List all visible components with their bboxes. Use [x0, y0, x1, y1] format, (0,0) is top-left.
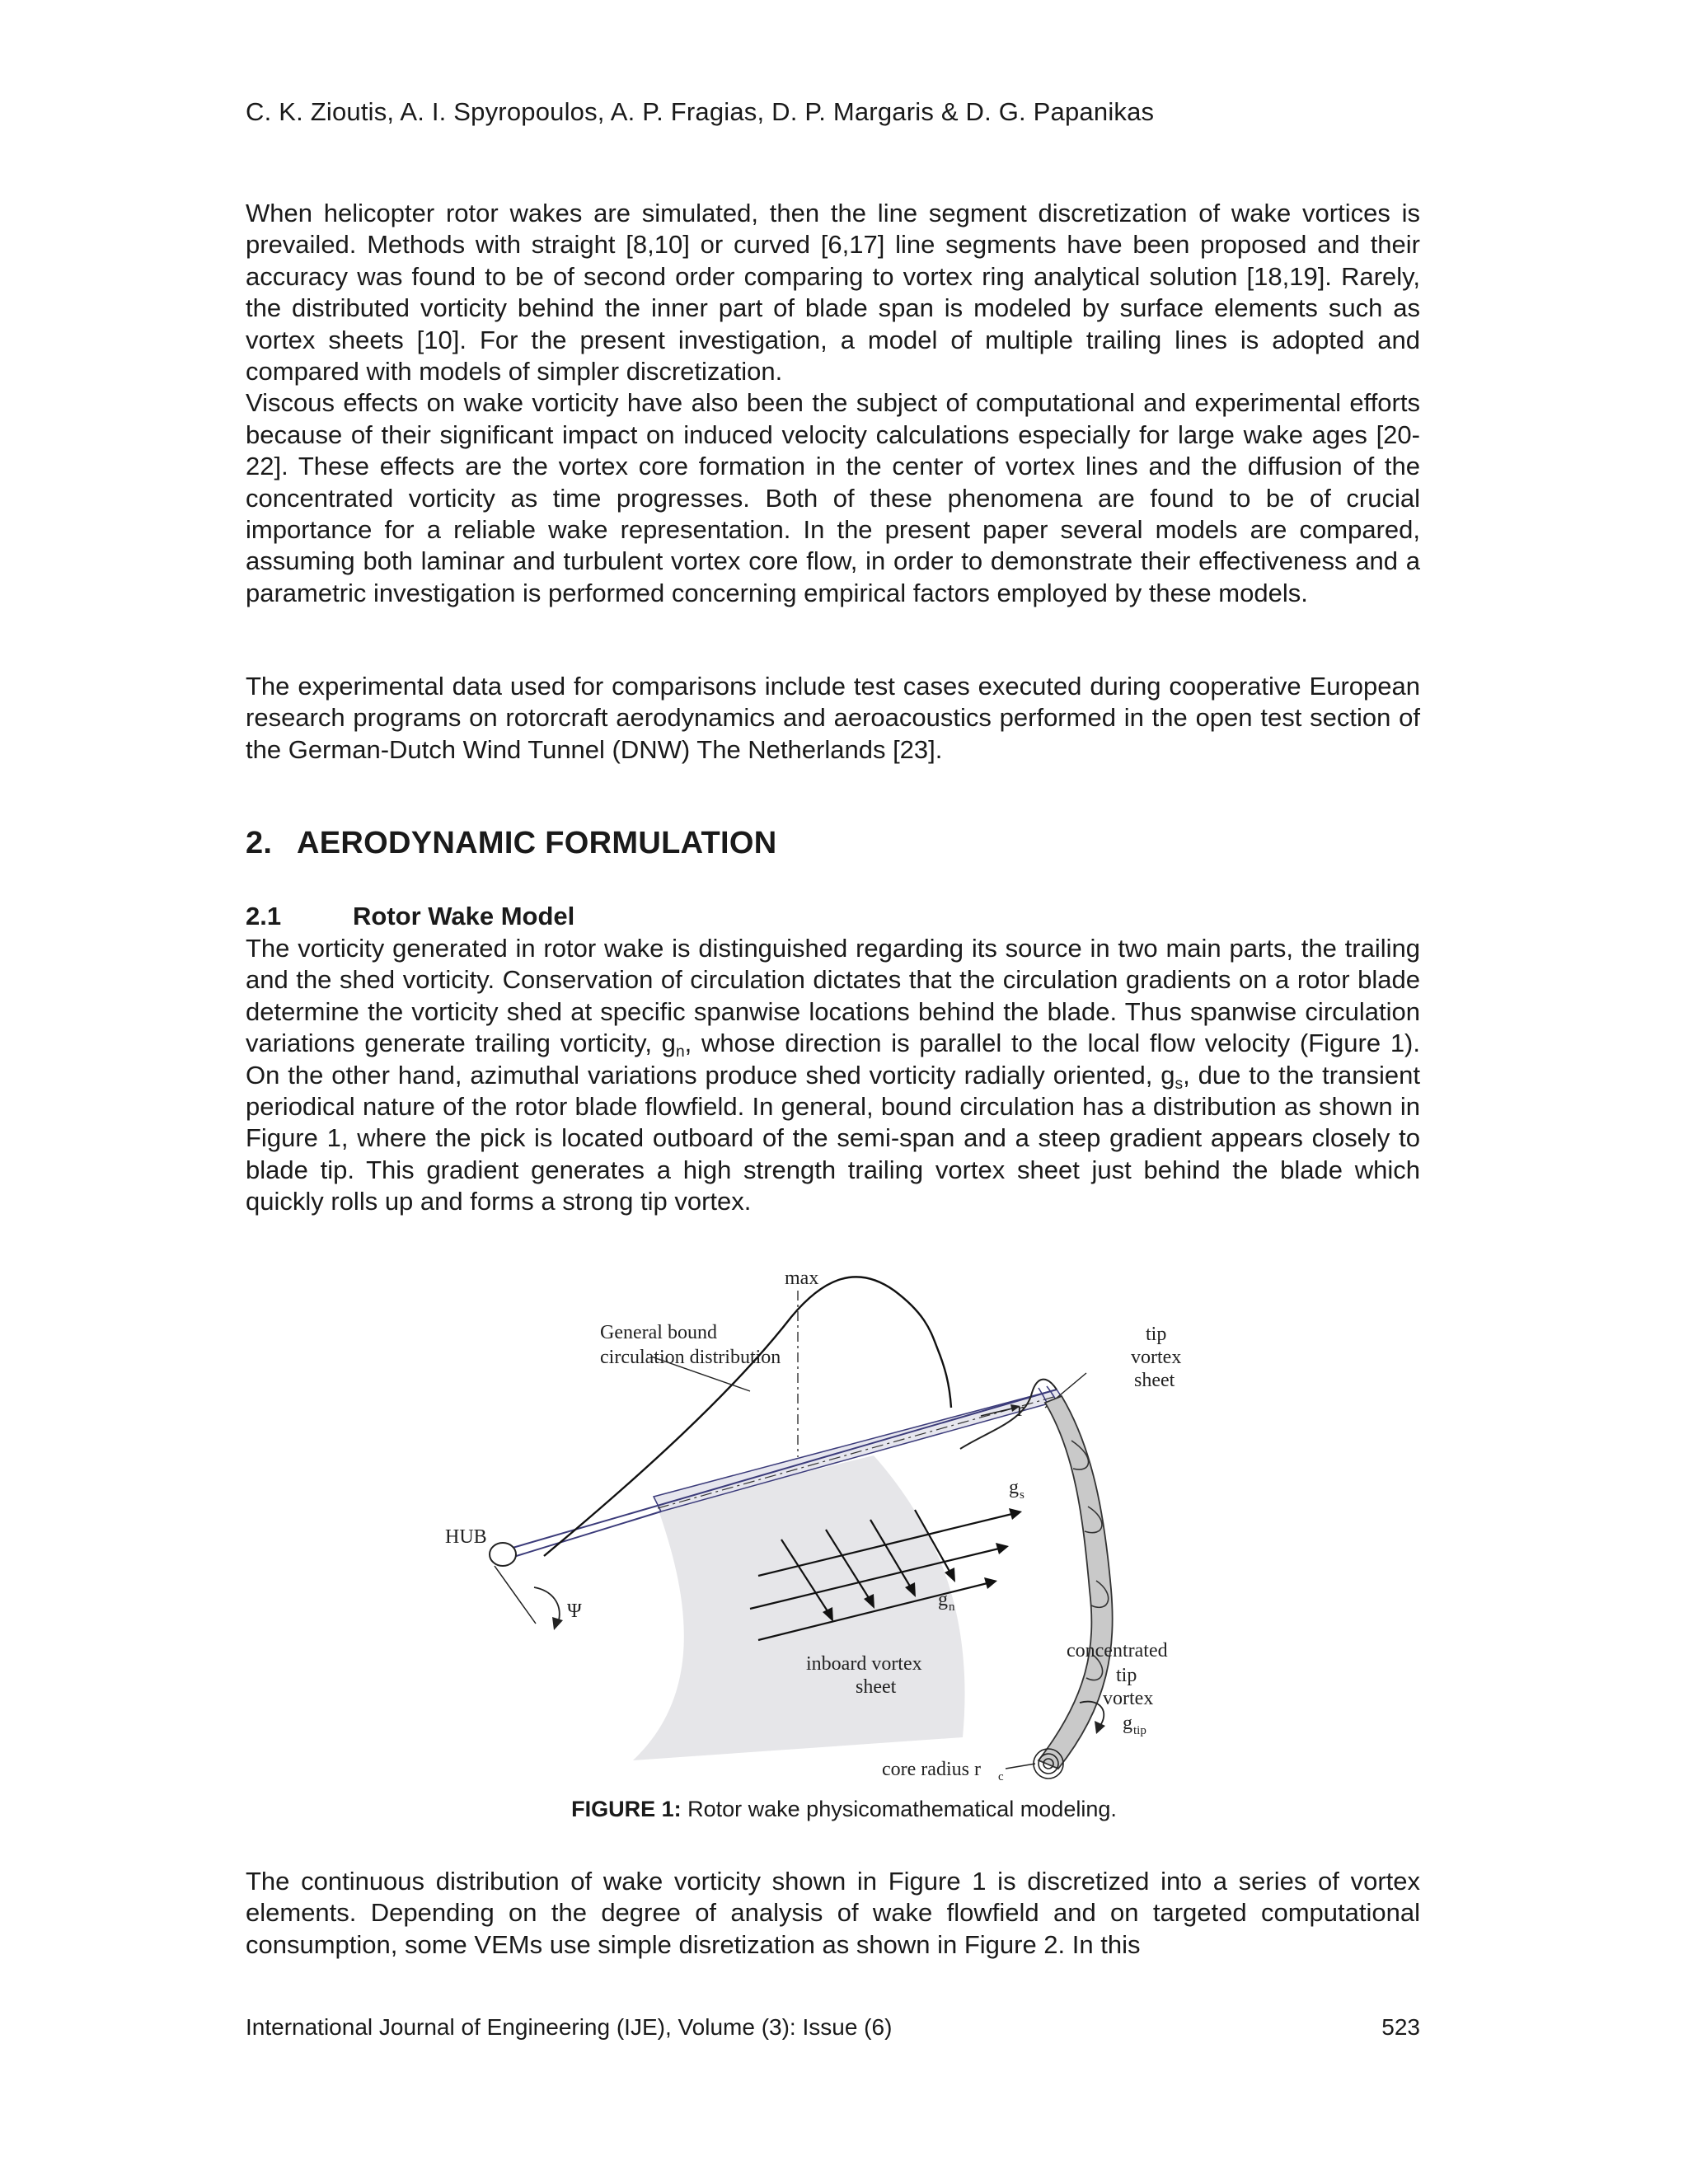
tip-vortex-tube — [1039, 1396, 1113, 1769]
label-circulation-distribution: circulation distribution — [600, 1347, 781, 1368]
label-core-radius: core radius r — [882, 1759, 981, 1780]
label-hub: HUB — [445, 1526, 487, 1548]
label-gtip-sub: tip — [1133, 1724, 1146, 1737]
label-tip: tip — [1146, 1324, 1167, 1345]
intro-text-block — [246, 198, 1420, 609]
label-inboard-vortex: inboard vortex — [806, 1653, 922, 1675]
label-gn-sub: n — [949, 1601, 955, 1614]
paragraph-experimental-data: The experimental data used for comparisons include test cases executed during cooperative European research programs on rotorcraft aerodynamics and aeroacoustics performed in the open test section of the German-Dutch Wind Tunnel (DNW) The Netherlands [23]. — [246, 672, 1420, 764]
section-number: 2. — [246, 826, 273, 860]
running-header-authors: C. K. Zioutis, A. I. Spyropoulos, A. P. Fragias, D. P. Margaris & D. G. Papanikas — [246, 97, 1155, 126]
subsection-title: Rotor Wake Model — [353, 902, 575, 930]
label-gs: g — [1009, 1477, 1019, 1498]
page-footer — [246, 2014, 1420, 2041]
psi-reference-line — [495, 1566, 536, 1624]
text-run: The vorticity generated in rotor wake is distinguished regarding its source in two main parts, the trailing and the shed vorticity. Conservation of circulation dictates that the circulation gradients on a rotor blade determine the vorticity shed at specific spanwise locations behind the blade. Thus spanwise circulation variations generate trailing vorticity, g — [246, 934, 1420, 1058]
label-tip-vortex: vortex — [1131, 1347, 1182, 1368]
subsection-number: 2.1 — [246, 902, 282, 930]
label-psi: Ψ — [567, 1601, 582, 1622]
gs-arrowhead-3 — [984, 1577, 997, 1589]
gs-arrowhead-1 — [1009, 1508, 1022, 1520]
label-inboard-sheet: sheet — [856, 1676, 897, 1698]
rotor-wake-text-block — [246, 933, 1420, 1218]
psi-arc — [534, 1587, 560, 1620]
subscript-s: s — [1175, 1075, 1184, 1093]
psi-arrowhead — [552, 1617, 563, 1630]
label-max: max — [785, 1268, 819, 1289]
figure-caption — [0, 1797, 1688, 1822]
text-run: , due to the transient periodical nature of the rotor blade flowfield. In general, bound circulation has a distribution as shown in Figure 1, where the pick is located outboard of the semi-span and a steep gradient appears closely to blade tip. This gradient generates a high strength trailing vortex sheet just behind the blade which quickly rolls up and forms a strong tip vortex. — [246, 1060, 1420, 1216]
gs-arrowhead-2 — [996, 1543, 1009, 1554]
section-heading — [246, 826, 777, 861]
label-general-bound: General bound — [600, 1322, 717, 1343]
paragraph-discretization: The continuous distribution of wake vorticity shown in Figure 1 is discretized into a series of vortex elements. Depending on the degree of analysis of wake flowfield and on targeted computational consumption, some VEMs use simple disretization as shown in Figure 2. In this — [246, 1867, 1420, 1959]
experimental-text-block — [246, 671, 1420, 766]
hub-circle — [490, 1543, 516, 1566]
label-gtip: g — [1123, 1713, 1132, 1734]
footer-journal: International Journal of Engineering (IJE), Volume (3): Issue (6) — [246, 2014, 893, 2040]
label-gs-sub: s — [1020, 1488, 1025, 1502]
section-title: AERODYNAMIC FORMULATION — [297, 826, 777, 860]
label-concentrated-vortex: vortex — [1103, 1688, 1154, 1709]
label-concentrated: concentrated — [1067, 1640, 1168, 1661]
label-gn: g — [938, 1589, 948, 1610]
caption-text: Rotor wake physicomathematical modeling. — [681, 1797, 1117, 1821]
gtip-arrowhead — [1095, 1721, 1105, 1734]
figure-drawing — [445, 1268, 1203, 1795]
caption-label: FIGURE 1: — [571, 1797, 682, 1821]
paragraph-viscous-effects: Viscous effects on wake vorticity have also been the subject of computational and experimental efforts because of their significant impact on induced velocity calculations especially for large wake ages [20-22]. These effects are the vortex core formation in the center of vortex lines and the diffusion of the concentrated vorticity as time progresses. Both of these phenomena are found to be of crucial importance for a reliable wake representation. In the present paper several models are compared, assuming both laminar and turbulent vortex core flow, in order to demonstrate their effectiveness and a parametric investigation is performed concerning empirical factors employed by these models. — [246, 388, 1420, 607]
label-r: r — [1017, 1399, 1024, 1421]
label-concentrated-tip: tip — [1116, 1665, 1137, 1686]
discretization-text-block — [246, 1866, 1420, 1961]
paragraph-line-segments: When helicopter rotor wakes are simulated, then the line segment discretization of wake vortices is prevailed. Methods with straight [8,10] or curved [6,17] line segments have been proposed and their accuracy was found to be of second order comparing to vortex ring analytical solution [18,19]. Rarely, the distributed vorticity behind the inner part of blade span is modeled by surface elements such as vortex sheets [10]. For the present investigation, a model of multiple trailing lines is adopted and compared with models of simpler discretization. — [246, 199, 1420, 387]
subsection-heading — [246, 902, 574, 931]
label-tip-sheet: sheet — [1134, 1370, 1175, 1391]
figure-rotor-wake — [445, 1268, 1203, 1795]
page-number: 523 — [1381, 2014, 1420, 2040]
label-core-radius-sub: c — [998, 1770, 1004, 1783]
paragraph-rotor-wake — [246, 933, 1420, 1218]
core-radius-leader — [1006, 1764, 1035, 1769]
text-run: , whose direction is parallel to the local flow velocity (Figure 1). On the other hand, azimuthal variations produce shed vorticity radially oriented, g — [246, 1029, 1420, 1090]
subscript-n: n — [675, 1043, 685, 1061]
blade-trailing-edge — [511, 1511, 661, 1558]
